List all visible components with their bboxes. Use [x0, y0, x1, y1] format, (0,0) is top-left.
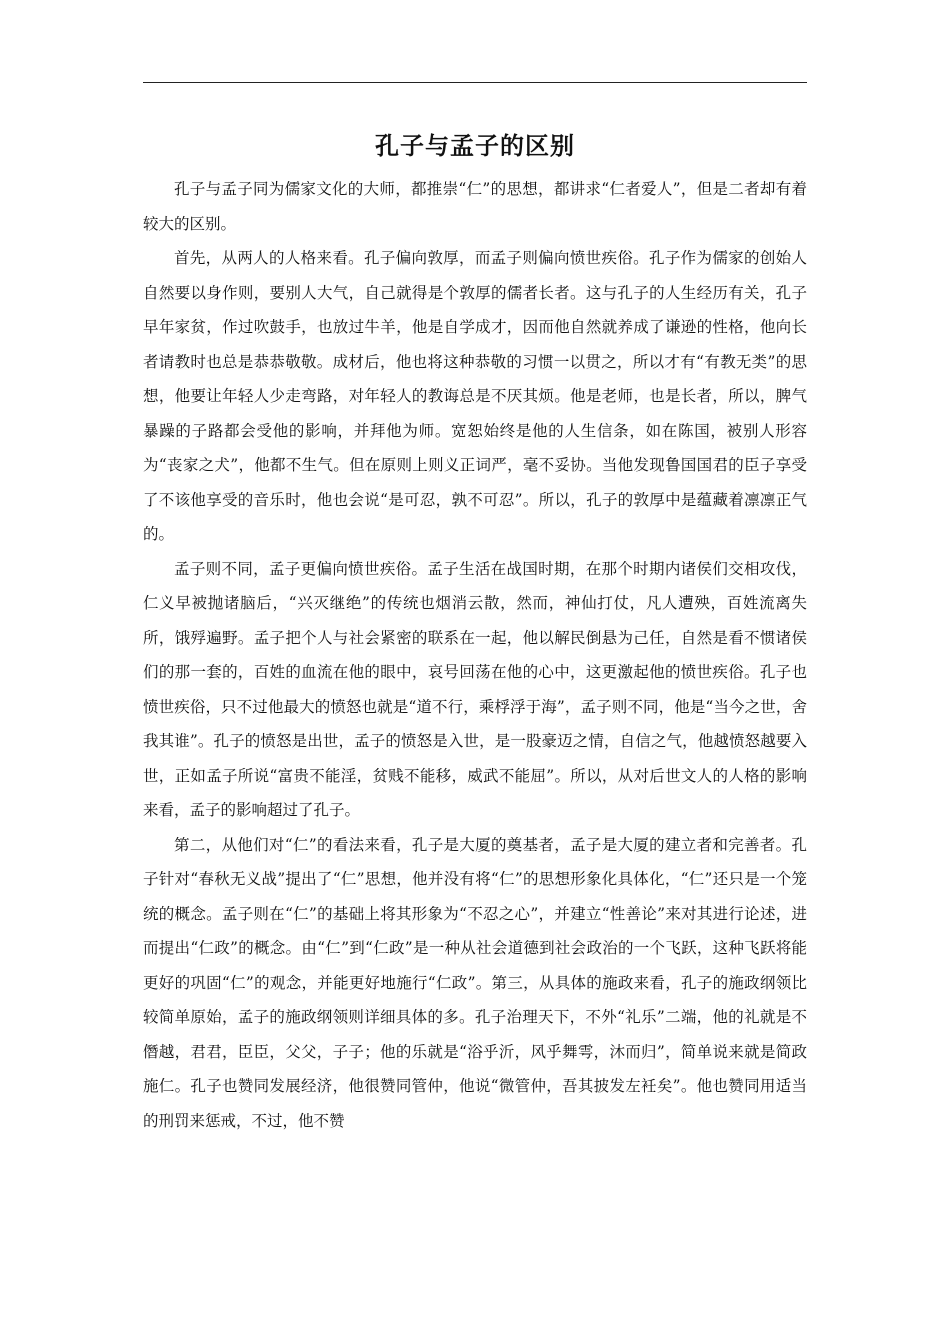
paragraph-benevolence: 第二，从他们对“仁”的看法来看，孔子是大厦的奠基者，孟子是大厦的建立者和完善者。孔子针对“春秋无义战”提出了“仁”思想，他并没有将“仁”的思想形象化具体化，“仁”还只是一个笼统的概念。孟子则在“仁”的基础上将其形象为“不忍之心”，并建立“性善论”来对其进行论述，进而提出“仁政”的概念。由“仁”到“仁政”是一种从社会道德到社会政治的一个飞跃，这种飞跃将能更好的巩固“仁”的观念，并能更好地施行“仁政”。第三，从具体的施政来看，孔子的施政纲领比较简单原始，孟子的施政纲领则详细具体的多。孔子治理天下，不外“礼乐”二端，他的礼就是不僭越，君君，臣臣，父父，子子；他的乐就是“浴乎沂，风乎舞雩，沐而归”，简单说来就是简政施仁。孔子也赞同发展经济，他很赞同管仲，他说“微管仲，吾其披发左衽矣”。他也赞同用适当的刑罚来惩戒，不过，他不赞 [143, 835, 807, 1130]
paragraph-intro: 孔子与孟子同为儒家文化的大师，都推崇“仁”的思想，都讲求“仁者爱人”，但是二者却有着较大的区别。 [143, 180, 807, 233]
paragraph-personality-mencius: 孟子则不同，孟子更偏向愤世疾俗。孟子生活在战国时期，在那个时期内诸侯们交相攻伐，仁义早被抛诸脑后，“兴灭继绝”的传统也烟消云散，然而，神仙打仗，凡人遭殃，百姓流离失所，饿殍遍野。孟子把个人与社会紧密的联系在一起，他以解民倒悬为己任，自然是看不惯诸侯们的那一套的，百姓的血流在他的眼中，哀号回荡在他的心中，这更激起他的愤世疾俗。孔子也愤世疾俗，只不过他最大的愤怒也就是“道不行，乘桴浮于海”，孟子则不同，他是“当今之世，舍我其谁”。孔子的愤怒是出世，孟子的愤怒是入世，是一股豪迈之情，自信之气，他越愤怒越要入世，正如孟子所说“富贵不能淫，贫贱不能移，威武不能屈”。所以，从对后世文人的人格的影响来看，孟子的影响超过了孔子。 [143, 559, 807, 819]
document-title: 孔子与孟子的区别 [375, 131, 575, 160]
header-rule [143, 82, 807, 83]
paragraph-personality-confucius: 首先，从两人的人格来看。孔子偏向敦厚，而孟子则偏向愤世疾俗。孔子作为儒家的创始人自然要以身作则，要别人大气，自己就得是个敦厚的儒者长者。这与孔子的人生经历有关，孔子早年家贫，作过吹鼓手，也放过牛羊，他是自学成才，因而他自然就养成了谦逊的性格，他向长者请教时也总是恭恭敬敬。成材后，他也将这种恭敬的习惯一以贯之，所以才有“有教无类”的思想，他要让年轻人少走弯路，对年轻人的教诲总是不厌其烦。他是老师，也是长者，所以，脾气暴躁的子路都会受他的影响，并拜他为师。宽恕始终是他的人生信条，如在陈国，被别人形容为“丧家之犬”，他都不生气。但在原则上则义正词严，毫不妥协。当他发现鲁国国君的臣子享受了不该他享受的音乐时，他也会说“是可忍，孰不可忍”。所以，孔子的敦厚中是蕴藏着凛凛正气的。 [143, 249, 807, 543]
document-body [143, 172, 807, 1138]
